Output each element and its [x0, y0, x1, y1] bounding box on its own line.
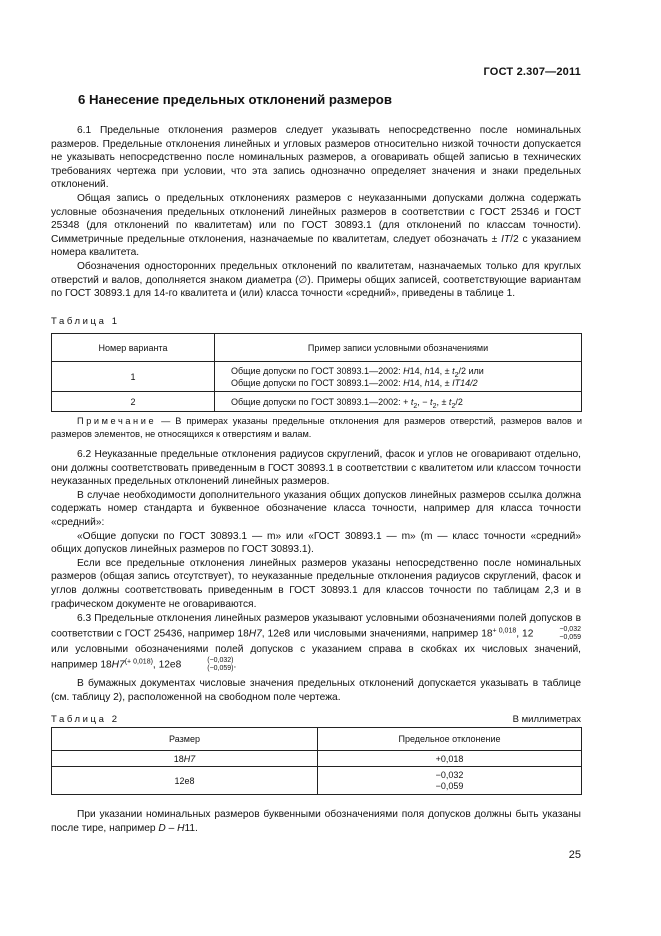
paragraph-6-1a: 6.1 Предельные отклонения размеров следует указывать непосредственно после номинальных размеров. Предельные отклонения линейных и угловых размеров относительно низкой точности допускается не указывать непосредственно после номинальных размеров, а оговаривать общей записью в технических требованиях чертежа при условии, что эта запись однозначно определяет значения и знаки предельных отклонений. — [51, 125, 581, 191]
section-6-2-text — [51, 448, 581, 704]
paragraph-6-1c: Обозначения односторонних предельных отклонений по квалитетам, назначаемых только для круглых отверстий и валов, дополняется знаком диаметра (∅). Примеры общих записей, соответствующие вариантам по ГОСТ 30893.1 для 14-го квалитета и (или) класса точности «средний», приведены в таблице 1. — [51, 260, 581, 300]
page-number: 25 — [568, 849, 581, 861]
paragraph-6-2c: «Общие допуски по ГОСТ 30893.1 — m» или «ГОСТ 30893.1 — m» (m — класс точности «средний» общих допусков линейных размеров по ГОСТ 30893.1). — [51, 530, 581, 556]
table-1-note — [51, 415, 582, 441]
table-cell-size: 12e8 — [52, 767, 318, 795]
tolerance-fraction: (−0,032) (−0,059) — [207, 657, 234, 673]
table-header-cell: Пример записи условными обозначениями — [215, 334, 582, 362]
table-1 — [51, 333, 582, 412]
paragraph-6-3b: В бумажных документах числовые значения предельных отклонений допускается указывать в таблице (см. таблицу 2), расположенной на свободном поле чертежа. — [51, 678, 581, 703]
paragraph-final: При указании номинальных размеров буквенными обозначениями поля допусков должны быть указаны после тире, например D – H11. — [51, 809, 581, 834]
table-header-cell: Предельное отклонение — [318, 728, 582, 751]
table-row — [52, 362, 582, 392]
standard-header: ГОСТ 2.307—2011 — [483, 66, 581, 78]
section-6-1-text — [51, 124, 581, 301]
table-cell-deviation: −0,032 −0,059 — [318, 767, 582, 795]
table-row — [52, 767, 582, 795]
table-cell-example: Общие допуски по ГОСТ 30893.1—2002: + $t_2$, − $t_2$, ± $t_2/2$ — [215, 392, 582, 412]
table-cell-num: 1 — [52, 362, 215, 392]
table-header-row — [52, 728, 582, 751]
table-header-cell: Размер — [52, 728, 318, 751]
section-title: 6 Нанесение предельных отклонений размеров — [78, 92, 392, 107]
table-header-row — [52, 334, 582, 362]
tolerance-fraction: −0,032 −0,059 — [559, 626, 581, 642]
final-text — [51, 808, 581, 835]
note-text: — В примерах указаны предельные отклонения для размеров отверстий, размеров валов и размеров элементов, не относящихся к отверстиям и валам. — [51, 416, 582, 439]
paragraph-6-2a: 6.2 Неуказанные предельные отклонения радиусов скруглений, фасок и углов не оговаривают отдельно, они должны соответствовать приведенным в ГОСТ 30893.1 в соответствии с квалитетом или классом точности неуказанных предельных отклонений линейных размеров. — [51, 449, 581, 488]
table-2-caption: Таблица 2 — [51, 714, 120, 725]
table-row — [52, 751, 582, 767]
table-2-unit: В миллиметрах — [512, 714, 581, 725]
note-label: Примечание — [77, 416, 157, 426]
paragraph-6-1b: Общая запись о предельных отклонениях размеров с неуказанными допусками должна содержать условные обозначения предельных отклонений линейных размеров в соответствии с ГОСТ 25346 и ГОСТ 25348 (для отклонений по квалитетам) или по ГОСТ 30893.1 (для отклонений по классам точности). Симметричные предельные отклонения, назначаемые по квалитетам, следует обозначать ± IT/2 с указанием номера квалитета. — [51, 192, 582, 259]
table-row — [52, 392, 582, 412]
table-cell-size: 18H7 — [52, 751, 318, 767]
table-2 — [51, 727, 582, 795]
table-cell-example: Общие допуски по ГОСТ 30893.1—2002: H14, h14, ± $t_2/2$ или Общие допуски по ГОСТ 30893.1—2002: H14, h14, ± IT14/2 — [215, 362, 582, 392]
paragraph-6-3: 6.3 Предельные отклонения линейных размеров указывают условными обозначениями полей допусков в соответствии с ГОСТ 25436, например 18H7, 12e8 или числовыми значениями, например $18^{+ 0,018}$, 12 −0,032 −0,059 или условными обозначениями полей допусков с указанием справа в скобках их числовых значений, например $18H7^{(+ 0,018)}$, 12e8 (−0,032) (−0,059) . — [51, 613, 581, 673]
table-cell-deviation: +0,018 — [318, 751, 582, 767]
table-cell-num: 2 — [52, 392, 215, 412]
table-header-cell: Номер варианта — [52, 334, 215, 362]
table-1-caption: Таблица 1 — [51, 316, 120, 327]
paragraph-6-2b: В случае необходимости дополнительного указания общих допусков линейных размеров ссылка должна содержать номер стандарта и буквенное обозначение класса точности, например для класса точности «средний»: — [51, 489, 581, 528]
paragraph-6-2d: Если все предельные отклонения линейных размеров указаны непосредственно после номинальных размеров (общая запись отсутствует), то неуказанные предельные отклонения радиусов скруглений, фасок и углов должны соответствовать приведенным в ГОСТ 30893.1 для классов точности по таблицам 2,3 и в графическом документе не оговариваются. — [51, 557, 581, 610]
